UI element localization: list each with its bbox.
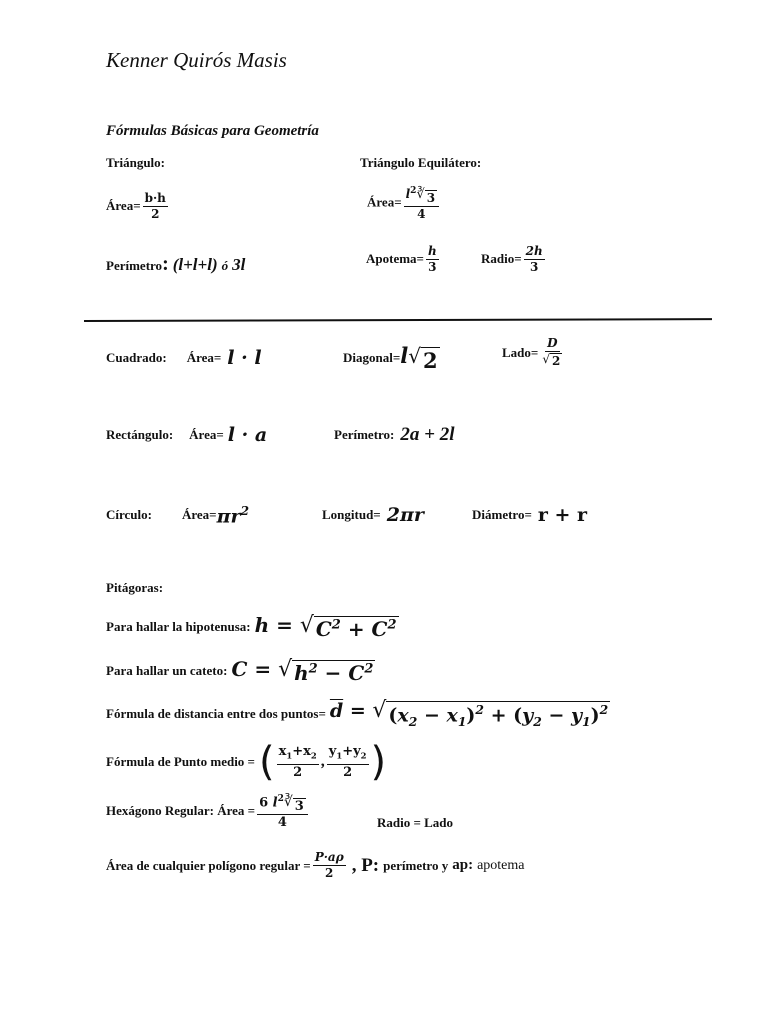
circulo-area-value: $\pi r^2$ xyxy=(216,502,250,528)
equilatero-area xyxy=(367,184,441,222)
equilatero-area-fraction xyxy=(404,184,439,222)
hexagono-fraction xyxy=(257,792,308,830)
distancia-row xyxy=(106,698,610,730)
poligono-label: Área de cualquier polígono regular = xyxy=(106,857,311,873)
circulo-row xyxy=(106,500,249,530)
cuadrado-diagonal-label: Diagonal= xyxy=(343,350,401,365)
circulo-longitud-label: Longitud= xyxy=(322,507,381,522)
rectangulo-perimetro-value: 2a + 2l xyxy=(400,424,455,445)
hipotenusa-formula: h = √ $C^2 + C^2$ xyxy=(254,613,397,641)
poligono-row xyxy=(106,850,525,881)
ap-desc: apotema xyxy=(477,857,525,873)
triangulo-perimetro-or: ó xyxy=(221,258,229,273)
equilatero-apotema xyxy=(366,244,441,275)
p-desc: perímetro y xyxy=(383,857,449,873)
rectangulo-row xyxy=(106,420,267,450)
triangulo-area-den: 2 xyxy=(151,207,160,221)
equilatero-apotema-den: 3 xyxy=(428,260,437,274)
triangulo-perimetro-label: Perímetro xyxy=(106,258,163,273)
rectangulo-title: Rectángulo: xyxy=(106,427,174,442)
equilatero-radio-label: Radio= xyxy=(481,251,522,267)
section-divider xyxy=(84,318,712,322)
equilatero-area-label: Área= xyxy=(367,194,402,210)
distancia-label: Fórmula de distancia entre dos puntos= xyxy=(106,706,326,721)
poligono-den: 2 xyxy=(325,866,334,880)
p-label: , P: xyxy=(351,854,380,876)
document-subtitle: Fórmulas Básicas para Geometría xyxy=(106,123,319,139)
equilatero-radio-den: 3 xyxy=(530,260,539,274)
circulo-longitud-value: 2πr xyxy=(386,504,424,526)
punto-medio-row xyxy=(106,740,386,784)
circulo-diametro-label: Diámetro= xyxy=(472,507,532,522)
equilatero-apotema-fraction xyxy=(426,244,439,275)
cuadrado-area-value: l · l xyxy=(227,347,262,369)
hexagono-den: 4 xyxy=(277,815,287,831)
cateto-row xyxy=(106,655,375,687)
punto-medio-formula: ( $\frac{x_1+x_2}{2}$ , $\frac{y_1+y_2}{2}$ ) xyxy=(258,739,387,785)
equilatero-radio-fraction xyxy=(524,244,545,275)
cuadrado-lado-num: D xyxy=(547,336,558,350)
radio-lado: Radio = Lado xyxy=(377,815,454,830)
triangulo-area-label: Área= xyxy=(106,198,141,214)
triangulo-perimetro-alt: 3l xyxy=(232,255,246,274)
cuadrado-lado-den: √ 2 xyxy=(542,352,561,368)
hexagono-num: 6 $l^2$ ∛ 3 xyxy=(257,792,308,815)
poligono-num: P·aρ xyxy=(314,850,344,864)
cateto-formula: C = √ $h^2 - C^2$ xyxy=(231,657,374,685)
triangulo-title: Triángulo: xyxy=(106,155,165,170)
hipotenusa-label: Para hallar la hipotenusa: xyxy=(106,619,251,634)
cuadrado-lado-fraction xyxy=(540,336,564,369)
pitagoras-title: Pitágoras: xyxy=(106,580,164,595)
cuadrado-title: Cuadrado: xyxy=(106,350,167,365)
hipotenusa-row xyxy=(106,611,399,643)
triangulo-area-fraction xyxy=(143,191,168,222)
cuadrado-lado-label: Lado= xyxy=(502,344,539,360)
rectangulo-area-label: Área= xyxy=(189,427,224,442)
triangulo-perimetro-colon: : xyxy=(162,253,169,275)
rectangulo-perimetro xyxy=(334,420,455,450)
circulo-area-label: Área= xyxy=(181,507,217,522)
equilatero-area-den: 4 xyxy=(417,207,426,221)
hexagono-label: Hexágono Regular: Área = xyxy=(106,803,256,819)
triangulo-perimetro-value: (l+l+l) xyxy=(172,255,218,274)
cuadrado-lado xyxy=(502,336,566,369)
triangulo-area-num: b·h xyxy=(144,191,166,205)
ap-label: ap: xyxy=(452,857,474,873)
equilatero-title: Triángulo Equilátero: xyxy=(360,155,482,170)
rectangulo-perimetro-label: Perímetro: xyxy=(334,427,395,442)
cuadrado-diagonal xyxy=(343,340,440,376)
distancia-formula: $\overline{d}$ = √ $(x_2 - x_1)^2 + (y_2 - y_1)^2$ xyxy=(329,698,609,730)
rectangulo-area-value: l · a xyxy=(227,424,268,446)
author-name: Kenner Quirós Masis xyxy=(106,48,287,72)
hexagono-row xyxy=(106,792,310,830)
cuadrado-diagonal-value: l √ 2 xyxy=(400,343,438,373)
cuadrado-area-label: Área= xyxy=(186,350,222,365)
equilatero-apotema-num: h xyxy=(427,244,437,258)
equilatero-radio xyxy=(481,244,547,275)
triangulo-area xyxy=(106,191,170,222)
poligono-fraction xyxy=(313,850,346,881)
equilatero-radio-num: 2h xyxy=(525,244,543,258)
punto-medio-label: Fórmula de Punto medio = xyxy=(106,754,255,769)
triangulo-perimetro xyxy=(106,253,245,276)
equilatero-apotema-label: Apotema= xyxy=(366,251,424,267)
circulo-diametro-value: r + r xyxy=(537,504,588,526)
circulo-title: Círculo: xyxy=(106,507,152,522)
cuadrado-row xyxy=(106,340,262,376)
equilatero-area-num: $l^2$ ∛ 3 xyxy=(404,184,439,207)
circulo-diametro xyxy=(472,500,587,530)
cateto-label: Para hallar un cateto: xyxy=(106,663,228,678)
circulo-longitud xyxy=(322,500,424,530)
